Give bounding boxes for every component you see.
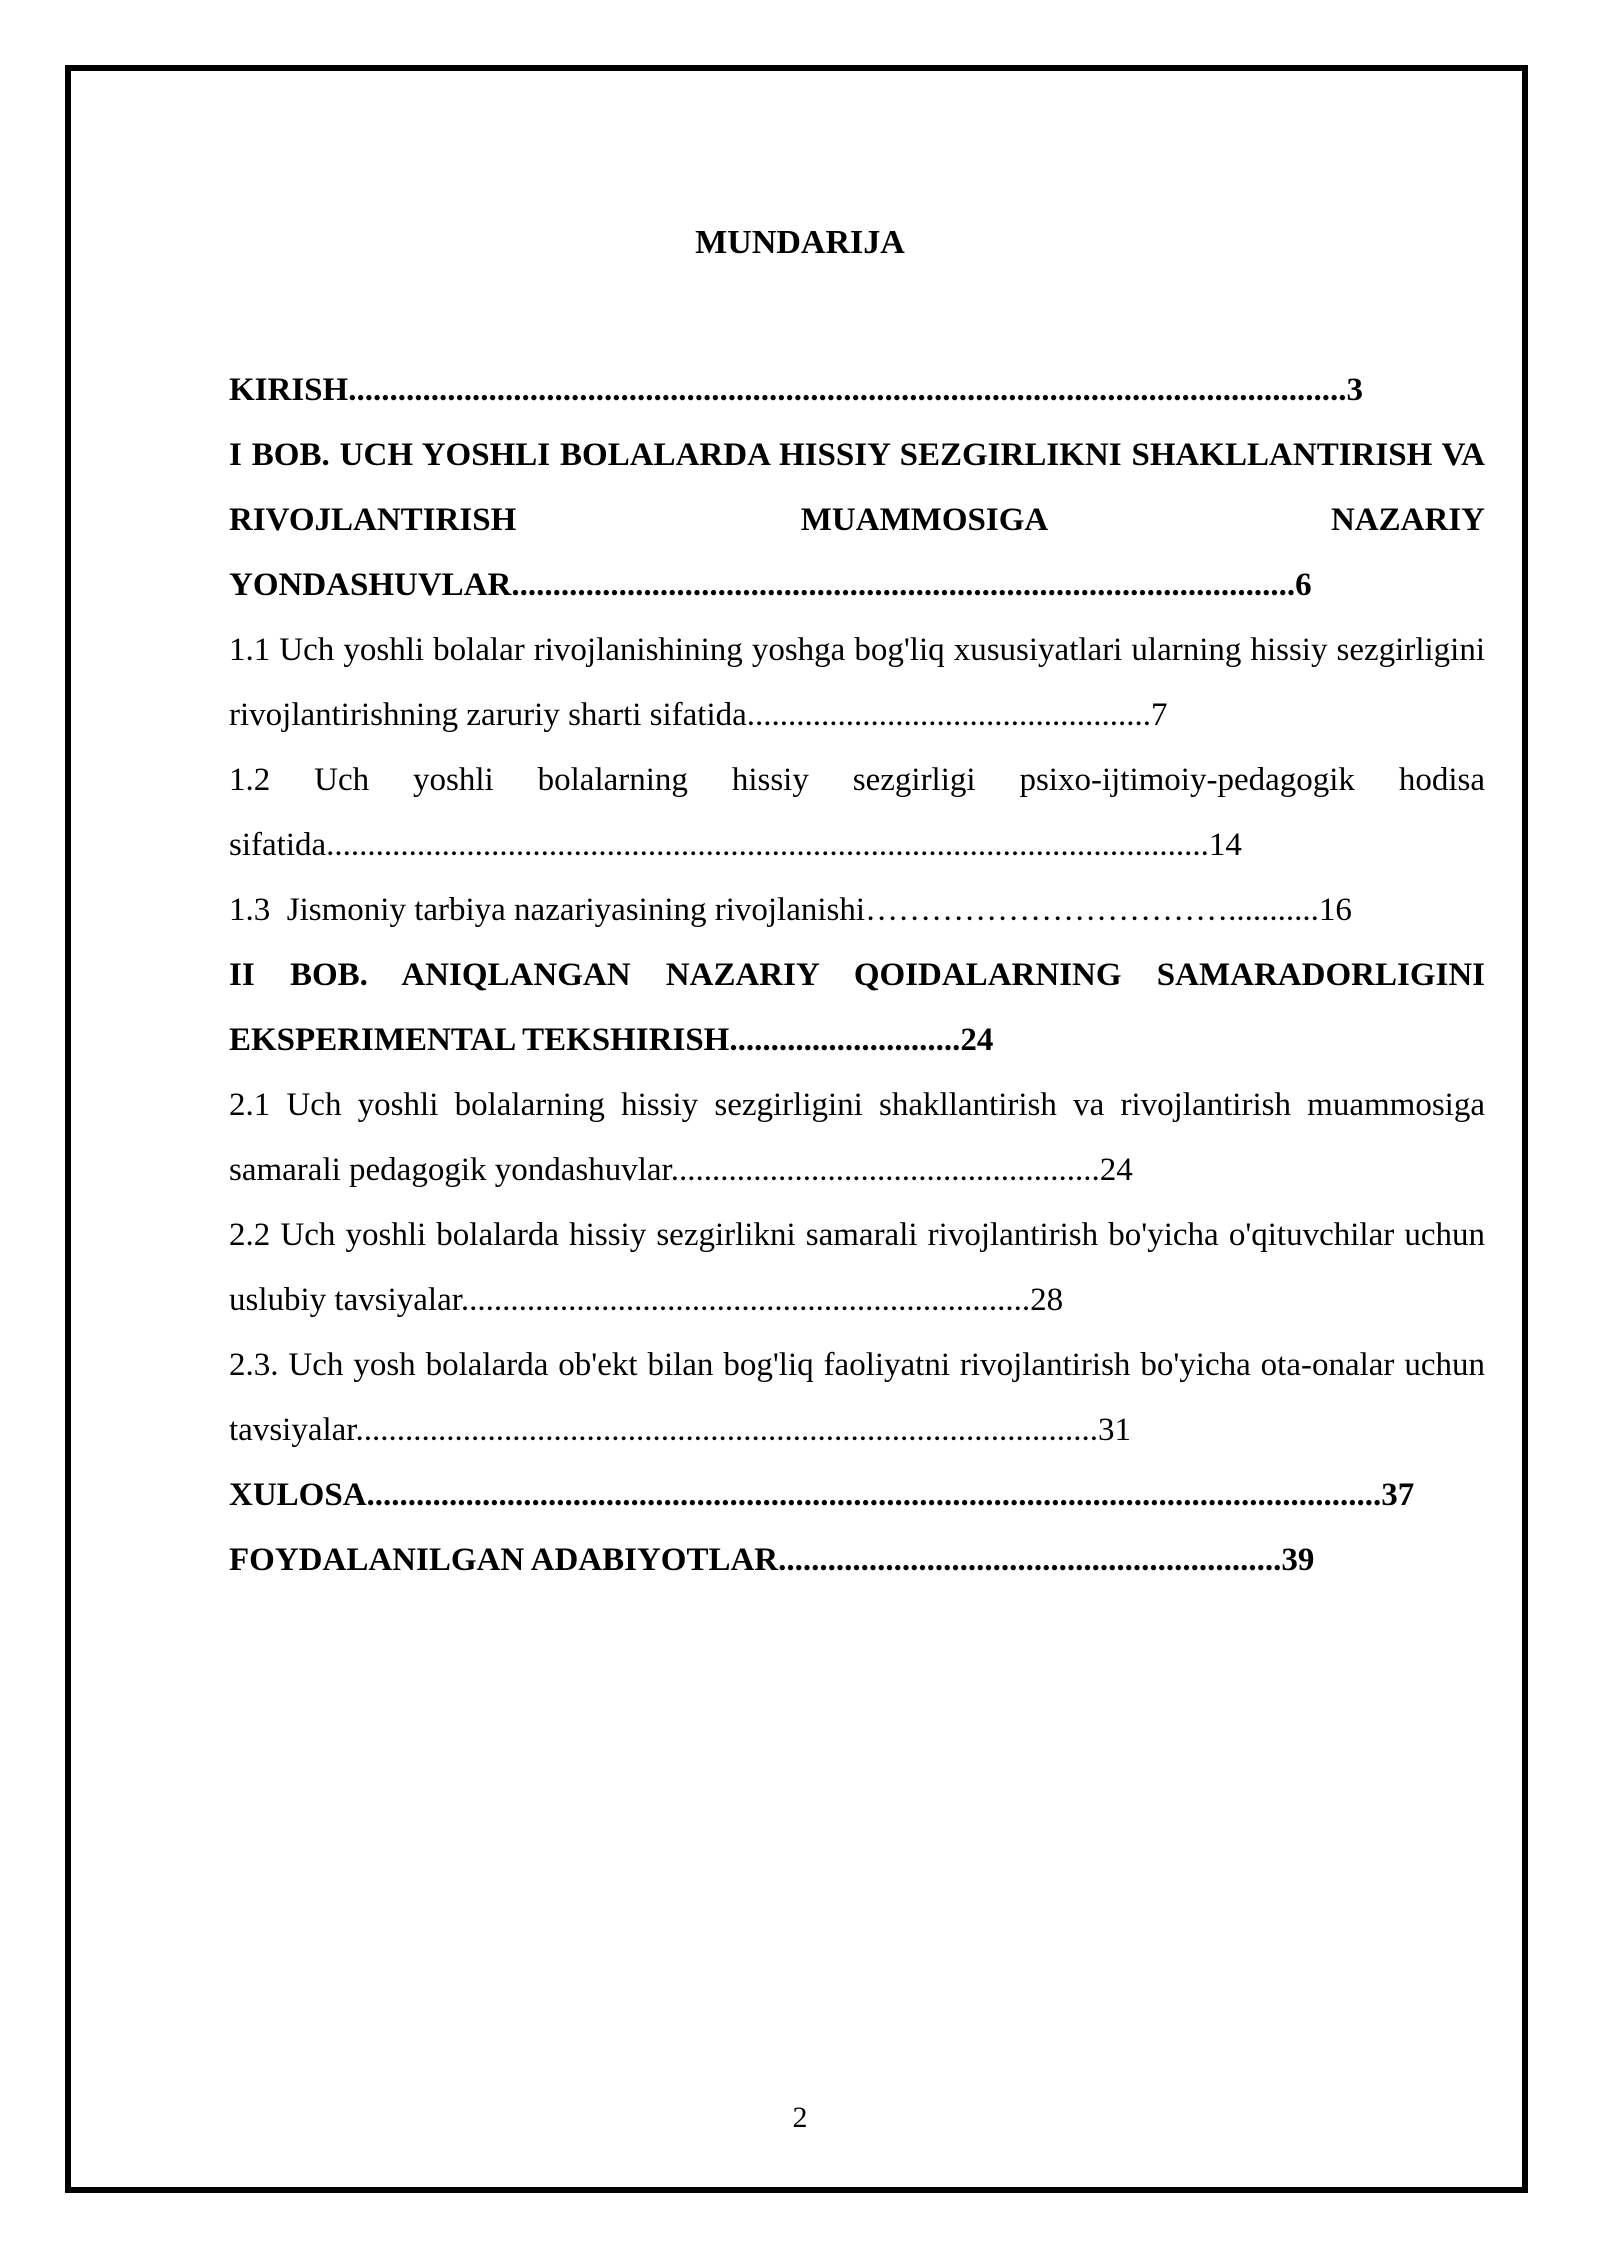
toc-entry-text: 2.1 Uch yoshli bolalarning hissiy sezgirligini shakllantirish va rivojlantirish muammosiga samarali pedagogik yondashuvlar bbox=[229, 1087, 1485, 1188]
toc-entry-text: II BOB. ANIQLANGAN NAZARIY QOIDALARNING SAMARADORLIGINI EKSPERIMENTAL TEKSHIRISH bbox=[229, 957, 1485, 1058]
toc-entry-2-2[interactable] bbox=[229, 1203, 1485, 1333]
toc-leader: ........................................................................................................... bbox=[326, 827, 1209, 863]
toc-page-number: 24 bbox=[1099, 1152, 1133, 1188]
toc-entry-chapter-2[interactable] bbox=[229, 943, 1485, 1073]
toc-leader: ……………………………........... bbox=[865, 892, 1319, 928]
toc-leader: ............................................................................................... bbox=[511, 567, 1296, 603]
toc-page-number: 3 bbox=[1346, 372, 1363, 408]
toc-entry-text: KIRISH bbox=[229, 372, 349, 408]
toc-entry-1-1[interactable] bbox=[229, 618, 1485, 748]
toc-page-number: 37 bbox=[1381, 1477, 1415, 1513]
toc-entry-text: 1.3 Jismoniy tarbiya nazariyasining rivojlanishi bbox=[229, 892, 866, 928]
toc-entry-2-1[interactable] bbox=[229, 1073, 1485, 1203]
toc-entry-text: 1.2 Uch yoshli bolalarning hissiy sezgirligi psixo-ijtimoiy-pedagogik hodisa sifatida bbox=[229, 762, 1485, 863]
toc-leader: ......................................................................................................................... bbox=[348, 372, 1347, 408]
toc-page-number: 16 bbox=[1318, 892, 1352, 928]
toc-page-number: 31 bbox=[1097, 1412, 1131, 1448]
toc-page-number: 6 bbox=[1295, 567, 1312, 603]
page-title: MUNDARIJA bbox=[695, 224, 905, 261]
toc-entry-text: 1.1 Uch yoshli bolalar rivojlanishining yoshga bog'liq xususiyatlari ularning hissiy sezgirligini rivojlantirishning zaruriy sharti sifatida bbox=[229, 632, 1485, 733]
toc-page-number: 39 bbox=[1281, 1542, 1315, 1578]
toc-leader: ............................................................. bbox=[778, 1542, 1282, 1578]
toc-entry-chapter-1[interactable] bbox=[229, 423, 1485, 618]
toc-entry-text: 2.2 Uch yoshli bolalarda hissiy sezgirlikni samarali rivojlantirish bo'yicha o'qituvchilar uchun uslubiy tavsiyalar bbox=[229, 1217, 1485, 1318]
toc-page-number: 28 bbox=[1030, 1282, 1064, 1318]
toc-leader: ............................ bbox=[729, 1022, 961, 1058]
toc-entry-text: FOYDALANILGAN ADABIYOTLAR bbox=[229, 1542, 779, 1578]
toc-leader: ................................................. bbox=[746, 697, 1152, 733]
page-number: 2 bbox=[792, 2101, 808, 2134]
toc-page-number: 7 bbox=[1151, 697, 1168, 733]
toc-leader: .......................................................................................... bbox=[355, 1412, 1098, 1448]
toc-leader: ..................................................................... bbox=[460, 1282, 1031, 1318]
toc-entry-2-3[interactable] bbox=[229, 1333, 1485, 1463]
toc-entry-text: 2.3. Uch yosh bolalarda ob'ekt bilan bog'liq faoliyatni rivojlantirish bo'yicha ota-onalar uchun tavsiyalar bbox=[229, 1347, 1485, 1448]
toc-entry-text: XULOSA bbox=[229, 1477, 367, 1513]
toc-entry-xulosa[interactable] bbox=[229, 1463, 1485, 1528]
toc-page-number: 24 bbox=[960, 1022, 994, 1058]
toc-entry-references[interactable] bbox=[229, 1528, 1485, 1593]
toc-leader: .................................................... bbox=[670, 1152, 1100, 1188]
toc-page-number: 14 bbox=[1208, 827, 1242, 863]
toc-entry-1-2[interactable] bbox=[229, 748, 1485, 878]
toc-leader: ........................................................................................................................... bbox=[366, 1477, 1382, 1513]
toc-entry-text: I BOB. UCH YOSHLI BOLALARDA HISSIY SEZGIRLIKNI SHAKLLANTIRISH VA RIVOJLANTIRISH MUAMMOSIGA NAZARIY YONDASHUVLAR bbox=[229, 437, 1485, 603]
table-of-contents bbox=[229, 358, 1485, 1593]
toc-entry-kirish[interactable] bbox=[229, 358, 1485, 423]
toc-entry-1-3[interactable] bbox=[229, 878, 1485, 943]
